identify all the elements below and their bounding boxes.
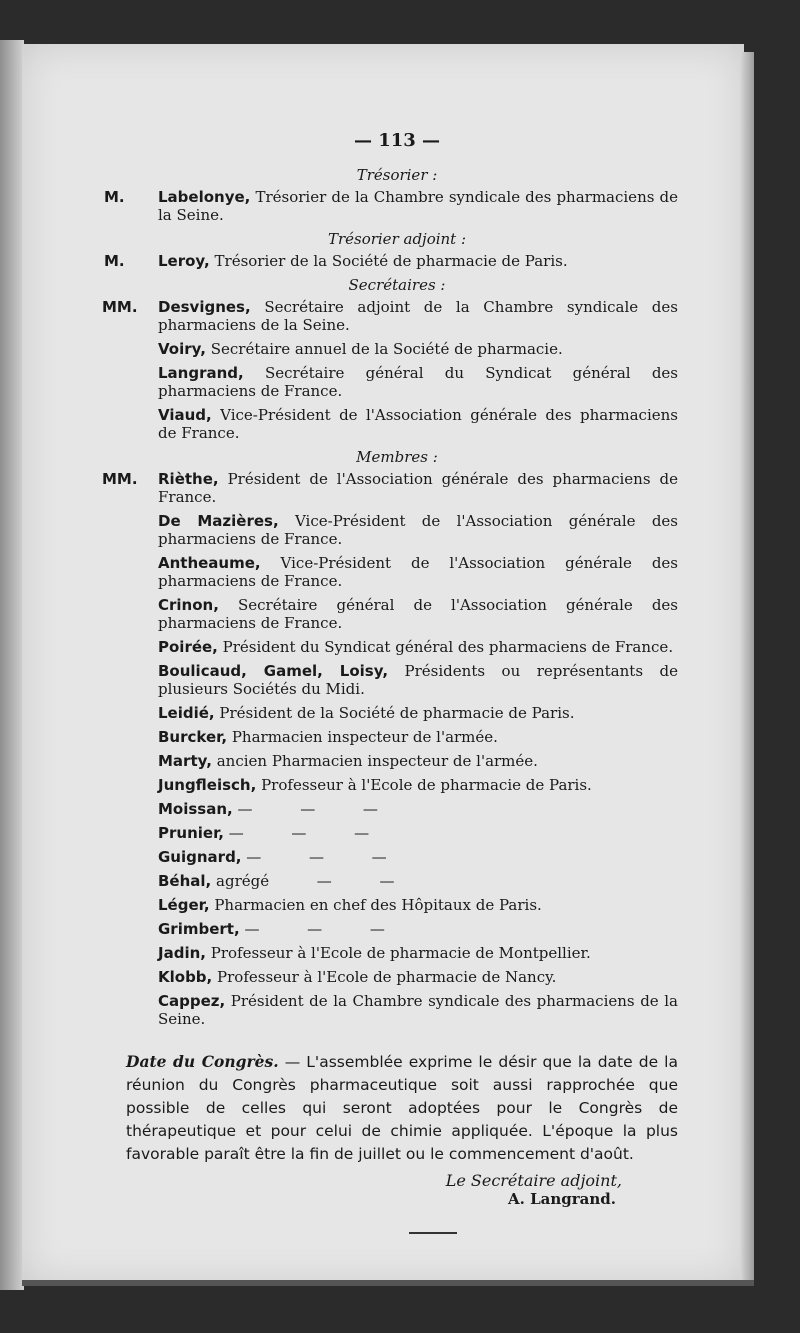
closing-rule xyxy=(409,1232,457,1234)
entry-name: Moissan, xyxy=(158,800,233,818)
entry-membre xyxy=(96,554,678,590)
entry-text: — — — xyxy=(244,920,385,938)
entry-text: Professeur à l'Ecole de pharmacie de Nancy. xyxy=(217,968,557,986)
entry-membre xyxy=(96,968,678,986)
entry-prefix: M. xyxy=(104,252,125,270)
entry-membre xyxy=(96,944,678,962)
entry-text: Vice-Président de l'Association générale des pharmaciens de France. xyxy=(158,512,678,548)
entry-membre xyxy=(96,704,678,722)
entry-text: ancien Pharmacien inspecteur de l'armée. xyxy=(216,752,538,770)
entry-prefix: M. xyxy=(104,188,125,206)
entry-text: Pharmacien en chef des Hôpitaux de Paris. xyxy=(214,896,542,914)
entry-prefix: MM. xyxy=(102,470,138,488)
entry-membre xyxy=(96,638,678,656)
page-number: — 113 — xyxy=(353,130,441,151)
entry-name: Burcker, xyxy=(158,728,228,746)
entry-membre xyxy=(96,992,678,1028)
entry-text: Secrétaire général du Syndicat général des pharmaciens de France. xyxy=(158,364,678,400)
entry-text: Secrétaire annuel de la Société de pharmacie. xyxy=(210,340,563,358)
entry-name: Grimbert, xyxy=(158,920,240,938)
entry-membre xyxy=(96,824,678,842)
heading-membres: Membres : xyxy=(356,448,438,466)
entry-text: Professeur à l'Ecole de pharmacie de Paris. xyxy=(261,776,592,794)
entry-membre xyxy=(96,728,678,746)
left-page-edge xyxy=(0,40,24,1290)
entry-name: Labelonye, xyxy=(158,188,251,206)
entry-text: Trésorier de la Société de pharmacie de Paris. xyxy=(214,252,568,270)
congres-text: — L'assemblée exprime le désir que la date de la réunion du Congrès pharmaceutique soit aussi rapprochée que possible de celles qui seront adoptées pour le Congrès de thérapeutique et pour celui de chimie appliquée. L'époque la plus favorable paraît être la fin de juillet ou le commencement d'août. xyxy=(126,1053,678,1163)
entry-name: Langrand, xyxy=(158,364,244,382)
congres-paragraph xyxy=(96,1050,678,1166)
entry-membre xyxy=(96,512,678,548)
entry-tresorier-adjoint xyxy=(96,252,678,270)
entry-membre xyxy=(96,848,678,866)
entry-text: Président de la Société de pharmacie de Paris. xyxy=(219,704,575,722)
entry-name: Prunier, xyxy=(158,824,224,842)
entry-membre xyxy=(96,776,678,794)
bottom-page-edge xyxy=(22,1280,754,1286)
entry-text: — — — xyxy=(246,848,387,866)
entry-name: Jadin, xyxy=(158,944,206,962)
entry-membre xyxy=(96,872,678,890)
entry-text: Trésorier de la Chambre syndicale des pharmaciens de la Seine. xyxy=(158,188,678,224)
entry-tresorier xyxy=(96,188,678,224)
entry-name: Klobb, xyxy=(158,968,213,986)
right-page-edge xyxy=(740,52,754,1284)
entry-text: Présidents ou représentants de plusieurs Sociétés du Midi. xyxy=(158,662,678,698)
entry-name: Crinon, xyxy=(158,596,219,614)
entry-name: Cappez, xyxy=(158,992,226,1010)
entry-secretaire xyxy=(96,364,678,400)
entry-secretaire xyxy=(96,340,678,358)
entry-membre xyxy=(96,920,678,938)
entry-text: Secrétaire adjoint de la Chambre syndicale des pharmaciens de la Seine. xyxy=(158,298,678,334)
page-content xyxy=(96,132,678,1234)
entry-text: Vice-Président de l'Association générale des pharmaciens de France. xyxy=(158,406,678,442)
signature-block xyxy=(96,1172,678,1208)
heading-tresorier: Trésorier : xyxy=(356,166,438,184)
entry-membre xyxy=(96,896,678,914)
entry-name: Jungfleisch, xyxy=(158,776,257,794)
entry-name: Poirée, xyxy=(158,638,218,656)
entry-text: Pharmacien inspecteur de l'armée. xyxy=(231,728,498,746)
entry-text: Président du Syndicat général des pharmaciens de France. xyxy=(222,638,674,656)
entry-text: Secrétaire général de l'Association générale des pharmaciens de France. xyxy=(158,596,678,632)
entry-text: Président de la Chambre syndicale des pharmaciens de la Seine. xyxy=(158,992,678,1028)
entry-name: Voiry, xyxy=(158,340,206,358)
signature-name: A. Langrand. xyxy=(508,1190,616,1208)
entry-membre xyxy=(96,800,678,818)
entry-name: Béhal, xyxy=(158,872,212,890)
entry-membre xyxy=(96,662,678,698)
entry-secretaire xyxy=(96,406,678,442)
heading-tresorier-adjoint: Trésorier adjoint : xyxy=(327,230,467,248)
entry-name: Boulicaud, Gamel, Loisy, xyxy=(158,662,389,680)
entry-text: agrégé — — xyxy=(216,872,395,890)
entry-text: Président de l'Association générale des pharmaciens de France. xyxy=(158,470,678,506)
entry-name: Leidié, xyxy=(158,704,215,722)
entry-name: Leroy, xyxy=(158,252,210,270)
entry-name: Desvignes, xyxy=(158,298,251,316)
entry-name: Léger, xyxy=(158,896,210,914)
heading-secretaires: Secrétaires : xyxy=(348,276,446,294)
entry-text: — — — xyxy=(237,800,378,818)
entry-prefix: MM. xyxy=(102,298,138,316)
entry-name: Guignard, xyxy=(158,848,242,866)
entry-text: Vice-Président de l'Association générale des pharmaciens de France. xyxy=(158,554,678,590)
entry-text: — — — xyxy=(228,824,370,842)
entry-membre xyxy=(96,752,678,770)
signature-role: Le Secrétaire adjoint, xyxy=(445,1171,622,1190)
entry-secretaire xyxy=(96,298,678,334)
entry-name: De Mazières, xyxy=(158,512,279,530)
entry-name: Rièthe, xyxy=(158,470,219,488)
entry-membre xyxy=(96,596,678,632)
entry-name: Antheaume, xyxy=(158,554,261,572)
entry-name: Marty, xyxy=(158,752,212,770)
entry-name: Viaud, xyxy=(158,406,212,424)
entry-text: Professeur à l'Ecole de pharmacie de Montpellier. xyxy=(210,944,591,962)
congres-lead: Date du Congrès. xyxy=(126,1052,279,1071)
entry-membre xyxy=(96,470,678,506)
